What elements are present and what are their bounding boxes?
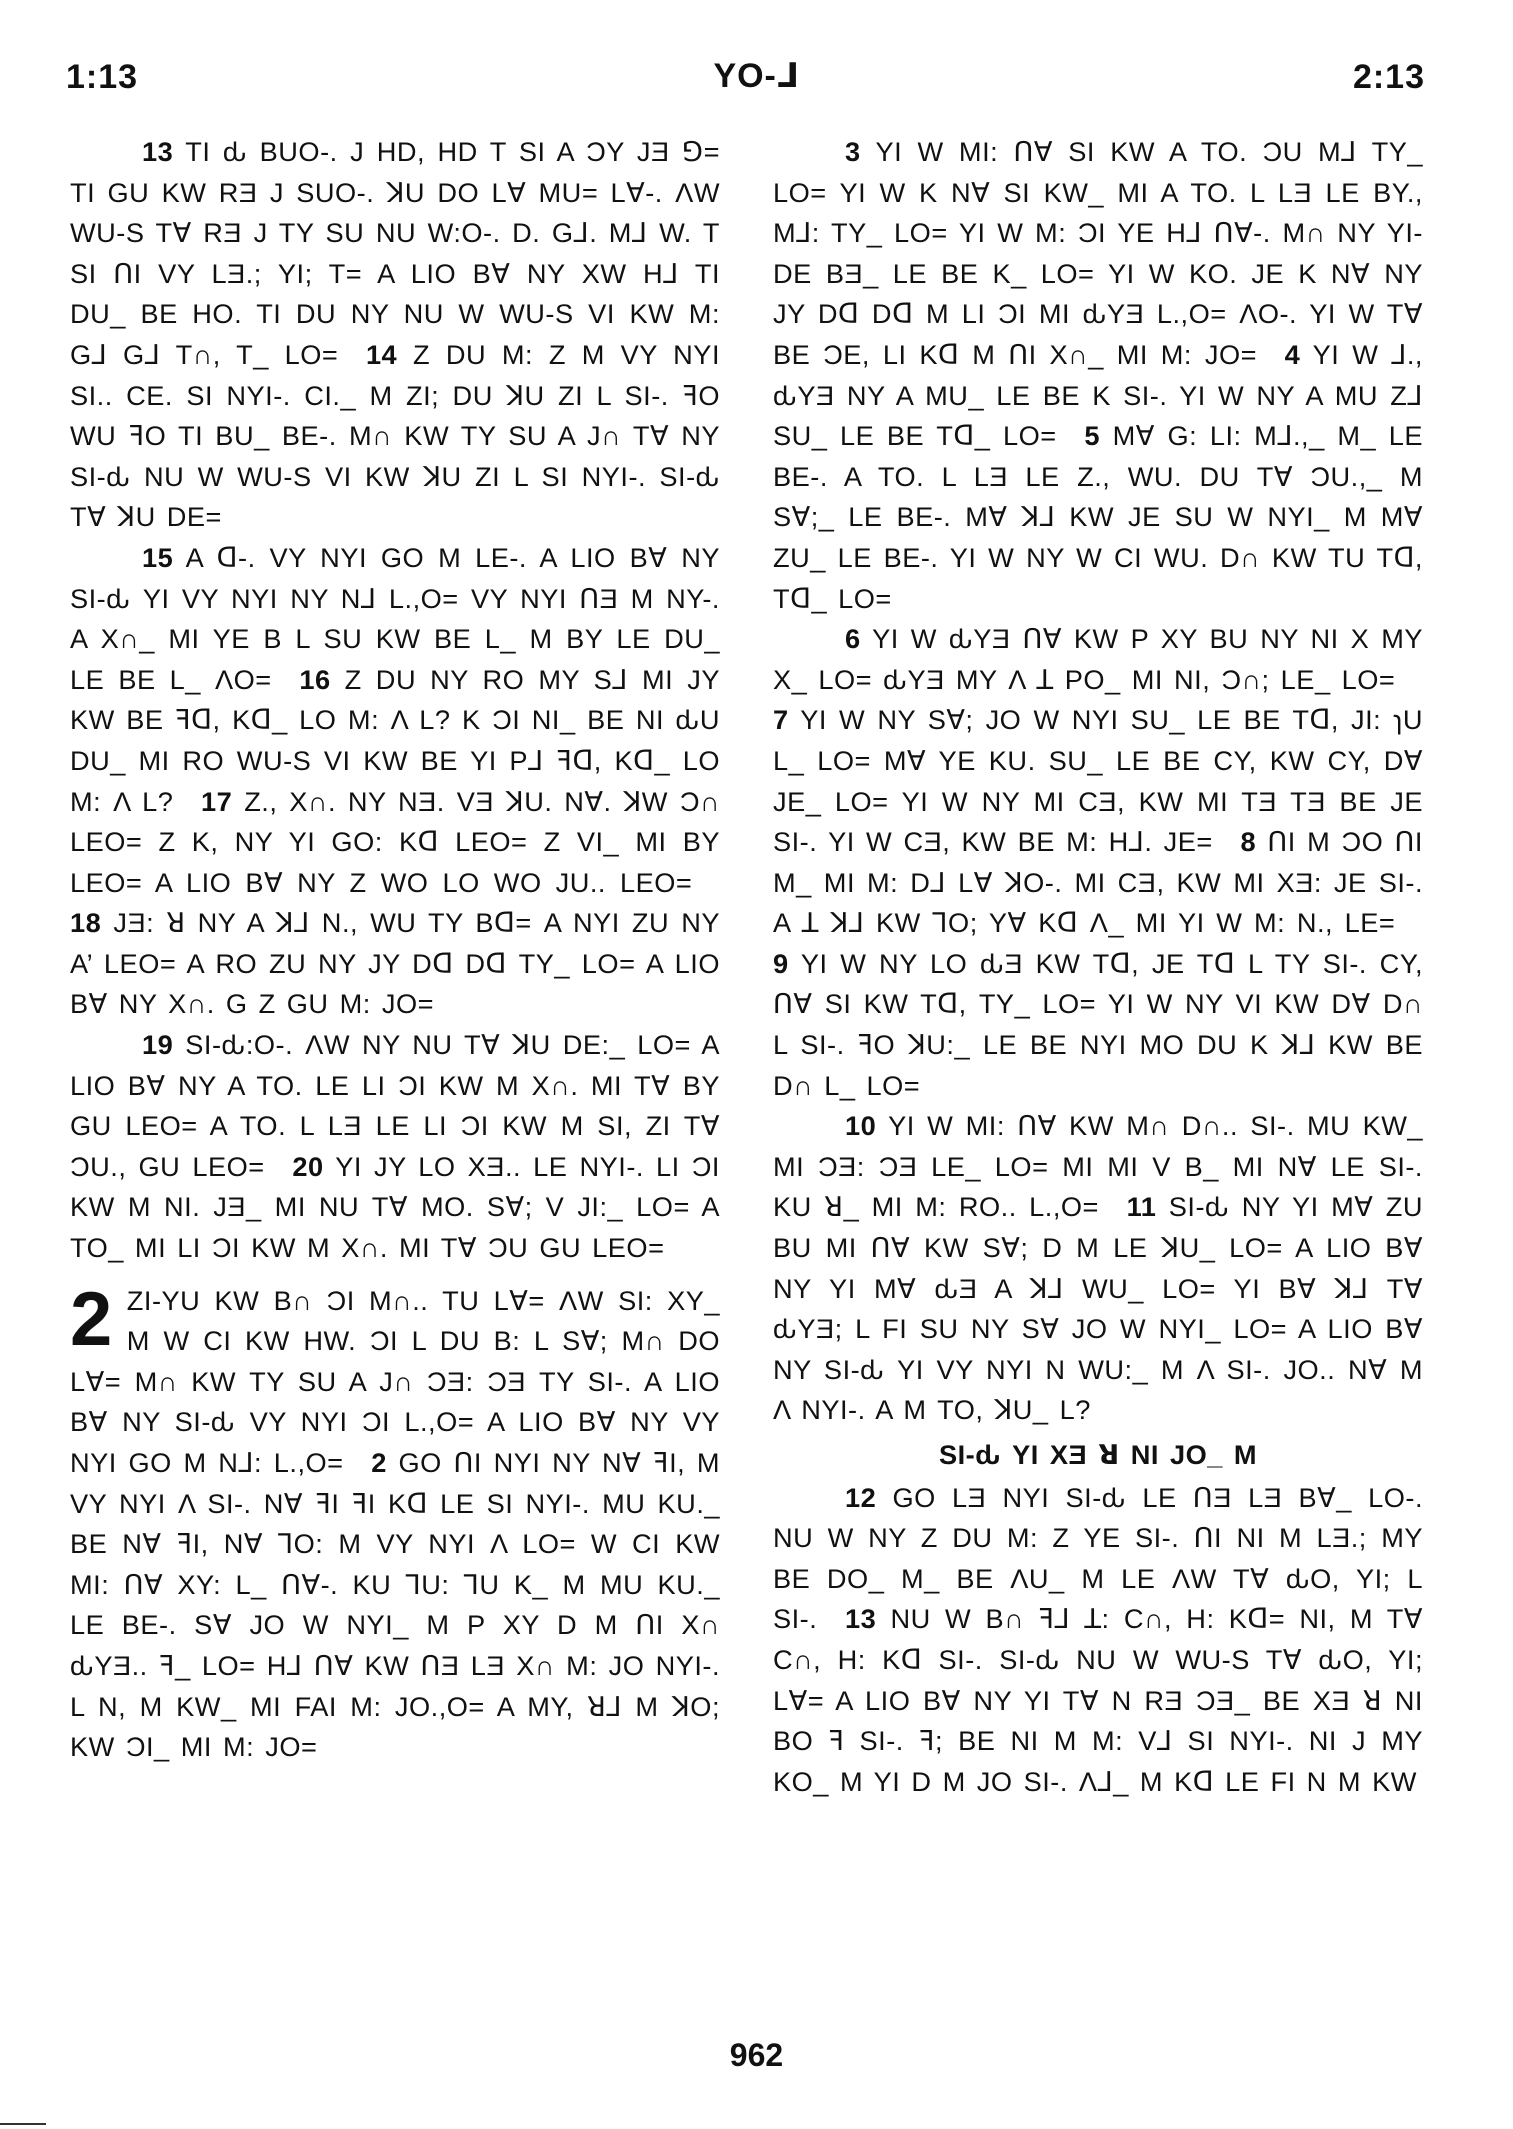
verse-text: A ᗡ-. VY NYI GO M LE-. A LIO B∀ NY SI-ԃ YI VY NYI NY N⅃ L.,O= VY NYI ꓵƎ M NY-. A X∩_ MI YE B L SU KW BE L_ M BY LE DU_ LE BE L_ ΛO= <box>70 541 720 695</box>
verse-paragraph <box>70 1025 720 1269</box>
verse-number: 8 <box>1240 826 1257 858</box>
verse-text: Z DU M: Z M VY NYI SI.. CE. SI NYI-. CI._ M ZI; DU ꓘU ZI L SI-. ꟻO WU ꟻO TI BU_ BE-. M∩ KW TY SU A J∩ T∀ NY SI-ԃ NU W WU-S VI KW ꓘU ZI L SI NYI-. SI-ԃ T∀ ꓘU DE= <box>70 338 720 533</box>
verse-number: 10 <box>845 1110 877 1142</box>
right-text-column <box>773 132 1423 1802</box>
verse-text: SI-ԃ:O-. ΛW NY NU T∀ ꓘU DE:_ LO= A LIO B∀ NY A TO. LE LI ƆI KW M X∩. MI T∀ BY GU LEO= A TO. L LƎ LE LI ƆI KW M SI, ZI T∀ ƆU., GU LEO= <box>70 1029 720 1182</box>
verse-text: ZI-YU KW B∩ ƆI M∩.. TU L∀= ΛW SI: XY_ M W CI KW HW. ƆI L DU B: L S∀; M∩ DO L∀= M∩ KW TY SU A J∩ ƆƎ: ƆƎ TY SI-. A LIO B∀ NY SI-ԃ VY NYI ƆI L.,O= A LIO B∀ NY VY NYI GO M N⅃: L.,O= <box>70 1284 720 1478</box>
chapter-number: 2 <box>70 1276 113 1362</box>
verse-text: NU W B∩ ꟻ⅃ ꓕ: C∩, H: Kᗡ= NI, M T∀ C∩, H: Kᗡ SI-. SI-ԃ NU W WU-S T∀ ԃO, YI; L∀= A LIO B∀ NY YI T∀ N RƎ ƆƎ_ BE XƎ ꓤ NI BO ꟻ SI-. ꟻ; BE NI M M: V⅃ SI NYI-. NI J MY KO_ M YI D M JO SI-. Λ⅃_ M Kᗡ LE FI N M KW <box>773 1603 1423 1797</box>
verse-paragraph <box>70 132 720 538</box>
verse-number: 11 <box>1126 1191 1157 1223</box>
verse-paragraph <box>773 1106 1423 1431</box>
verse-number: 4 <box>1284 338 1301 370</box>
verse-number: 14 <box>365 338 398 370</box>
footer-rule <box>0 2123 46 2125</box>
verse-text: GO LƎ NYI SI-ԃ LE ꓵƎ LƎ B∀_ LO-. NU W NY Z DU M: Z YE SI-. ꓵI NI M LƎ.; MY BE DO_ M_ BE ΛU_ M LE ΛW T∀ ԃO, YI; L SI-. <box>773 1481 1423 1635</box>
verse-number: 9 <box>773 947 789 979</box>
verse-number: 20 <box>292 1150 324 1182</box>
verse-number: 6 <box>845 623 861 655</box>
verse-paragraph <box>773 1478 1423 1803</box>
page-number: 962 <box>729 2037 784 2073</box>
verse-number: 16 <box>299 663 331 695</box>
verse-text: Z., X∩. NY NƎ. VƎ ꓘU. N∀. ꓘW Ɔ∩ LEO= Z K, NY YI GO: Kᗡ LEO= Z VI_ MI BY LEO= A LIO B∀ NY Z WO LO WO JU.. LEO= <box>70 785 720 898</box>
left-text-column <box>70 132 720 1768</box>
verse-number: 13 <box>844 1603 877 1635</box>
verse-text: YI W MI: ꓵ∀ SI KW A TO. ƆU M⅃ TY_ LO= YI W K N∀ SI KW_ MI A TO. L LƎ LE BY., M⅃: TY_ LO= YI W M: ƆI YE H⅃ ꓵ∀-. M∩ NY YI-DE BƎ_ LE BE K_ LO= YI W KO. JE K N∀ NY JY Dᗡ Dᗡ M LI ƆI MI ԃYƎ L.,O= ΛO-. YI W T∀ BE ƆE, LI Kᗡ M ꓵI X∩_ MI M: JO= <box>773 136 1424 370</box>
verse-text: GO ꓵI NYI NY N∀ ꟻI, M VY NYI Λ SI-. N∀ ꟻI ꟻI Kᗡ LE SI NYI-. MU KU._ BE N∀ ꟻI, N∀ ꓶO: M VY NYI Λ LO= W CI KW MI: ꓵ∀ XY: L_ ꓵ∀-. KU ꓶU: ꓶU K_ M MU KU._ LE BE-. S∀ JO W NYI_ M P XY D M ꓵI X∩ ԃYƎ.. ꟻ_ LO= H⅃ ꓵ∀ KW ꓵƎ LƎ X∩ M: JO NYI-. L N, M KW_ MI FAI M: JO.,O= A MY, ꓤ⅃ M ꓘO; KW ƆI_ MI M: JO= <box>70 1447 720 1763</box>
verse-text: YI W NY S∀; JO W NYI SU_ LE BE Tᗡ, JI: ɿU L_ LO= M∀ YE KU. SU_ LE BE CY, KW CY, D∀ JE_ LO= YI W NY MI CƎ, KW MI TƎ TƎ BE JE SI-. YI W CƎ, KW BE M: H⅃. JE= <box>773 704 1423 858</box>
chapter-verse-end: 2:13 <box>1352 58 1425 96</box>
verse-text: YI W NY LO ԃƎ KW Tᗡ, JE Tᗡ L TY SI-. CY, ꓵ∀ SI KW Tᗡ, TY_ LO= YI W NY VI KW D∀ D∩ L SI-. ꟻO ꓘU:_ LE BE NYI MO DU K ꓘ⅃ KW BE D∩ L_ LO= <box>773 947 1423 1101</box>
verse-number: 18 <box>70 907 102 939</box>
verse-text: M∀ G: LI: M⅃.,_ M_ LE BE-. A TO. L LƎ LE Z., WU. DU T∀ ƆU.,_ M S∀;_ LE BE-. M∀ ꓘ⅃ KW JE SU W NYI_ M M∀ ZU_ LE BE-. YI W NY W CI WU. D∩ KW TU Tᗡ, Tᗡ_ LO= <box>773 420 1423 614</box>
verse-number: 19 <box>142 1029 174 1061</box>
verse-number: 12 <box>845 1481 877 1513</box>
verse-text: YI JY LO XƎ.. LE NYI-. LI ƆI KW M NI. JƎ_ MI NU T∀ MO. S∀; V JI:_ LO= A TO_ MI LI ƆI KW M X∩. MI T∀ ƆU GU LEO= <box>70 1150 720 1264</box>
section-heading: SI-ԃ YI XƎ ꓤ NI JO_ M <box>938 1439 1258 1470</box>
verse-text: Z DU NY RO MY S⅃ MI JY KW BE ꟻᗡ, Kᗡ_ LO M: Λ L? K ƆI NI_ BE NI ԃU DU_ MI RO WU-S VI KW BE YI P⅃ ꟻᗡ, Kᗡ_ LO M: Λ L? <box>70 663 720 817</box>
verse-text: YI W ԃYƎ ꓵ∀ KW P XY BU NY NI X MY X_ LO= ԃYƎ MY Λ ꓕ PO_ MI NI, Ɔ∩; LE_ LO= <box>773 623 1423 695</box>
verse-text: SI-ԃ NY YI M∀ ZU BU MI ꓵ∀ KW S∀; D M LE ꓘU_ LO= A LIO B∀ NY YI M∀ ԃƎ A ꓘ⅃ WU_ LO= YI B∀ ꓘ⅃ T∀ ԃYƎ; L FI SU NY S∀ JO W NYI_ LO= A LIO B∀ NY SI-ԃ YI VY NYI N WU:_ M Λ SI-. JO.. N∀ M Λ NYI-. A M TO, ꓘU_ L? <box>773 1191 1423 1426</box>
verse-number: 2 <box>371 1447 387 1478</box>
verse-number: 3 <box>845 136 861 167</box>
verse-paragraph <box>773 132 1423 619</box>
verse-number: 7 <box>773 704 789 736</box>
verse-paragraph <box>773 619 1423 1106</box>
chapter-verse-start: 1:13 <box>66 58 139 96</box>
verse-text: YI W ⅃., ԃYƎ NY A MU_ LE BE K SI-. YI W NY A MU Z⅃ SU_ LE BE Tᗡ_ LO= <box>773 338 1423 452</box>
chapter-paragraph <box>70 1276 720 1768</box>
verse-text: JƎ: ꓤ NY A ꓘ⅃ N., WU TY Bᗡ= A NYI ZU NY A’ LEO= A RO ZU NY JY Dᗡ Dᗡ TY_ LO= A LIO B∀ NY X∩. G Z GU M: JO= <box>70 907 720 1020</box>
verse-number: 5 <box>1084 420 1100 452</box>
verse-text: TI ԃ BUO-. J HD, HD T SI A ƆY JƎ ⅁= TI GU KW RƎ J SUO-. ꓘU DO L∀ MU= L∀-. ΛW WU-S T∀ RƎ J TY SU NU W:O-. D. G⅃. M⅃ W. T SI ꓵI VY LƎ.; YI; T= A LIO B∀ NY XW H⅃ TI DU_ BE HO. TI DU NY NU W WU-S VI KW M: G⅃ G⅃ T∩, T_ LO= <box>70 136 720 370</box>
verse-text: YI W MI: ꓵ∀ KW M∩ D∩.. SI-. MU KW_ MI ƆƎ: ƆƎ LE_ LO= MI MI V B_ MI N∀ LE SI-. KU ꓤ_ MI M: RO.. L.,O= <box>773 1110 1424 1223</box>
verse-text: ꓵI M ƆO ꓵI M_ MI M: D⅃ L∀ ꓘO-. MI CƎ, KW MI XƎ: JE SI-. A ꓕ ꓘ⅃ KW ꓶO; Y∀ Kᗡ Λ_ MI YI W M: N., LE= <box>773 826 1423 939</box>
verse-number: 15 <box>142 541 174 573</box>
book-title: YO-⅃ <box>713 57 800 95</box>
verse-paragraph <box>70 538 720 1025</box>
verse-number: 13 <box>142 136 174 167</box>
verse-number: 17 <box>201 785 233 817</box>
